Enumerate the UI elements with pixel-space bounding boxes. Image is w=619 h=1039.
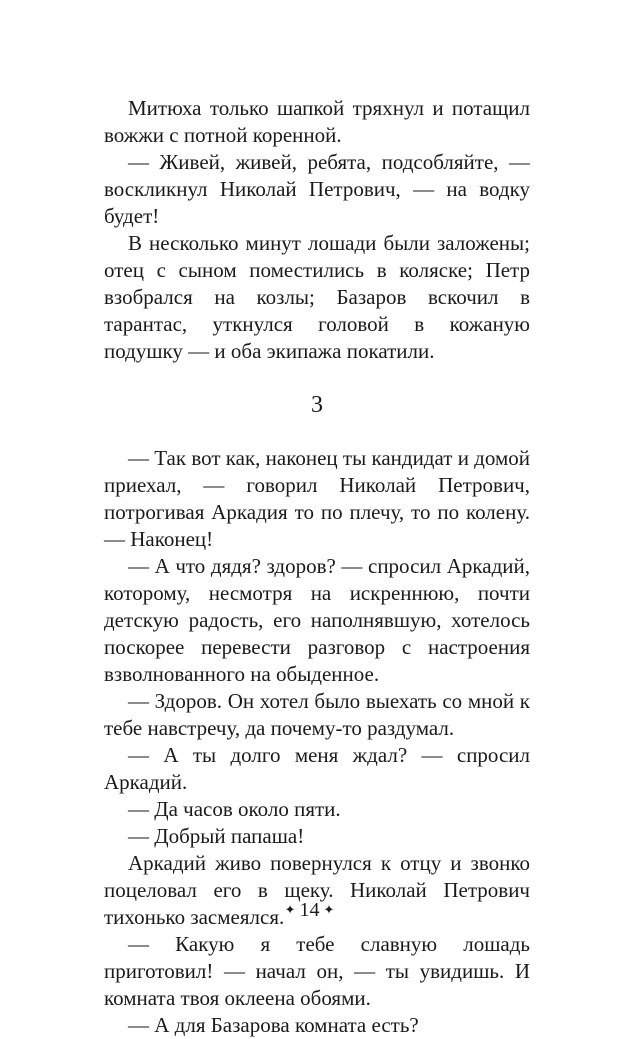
text-block-after-chapter [104, 445, 530, 1039]
text-block-before-chapter [104, 95, 530, 365]
ornament-star-icon: ✦ [284, 902, 296, 917]
paragraph: — А что дядя? здоров? — спросил Аркадий, которому, несмотря на искреннюю, почти детскую радость, его наполнявшую, хотелось поскорее перевести разговор с настроения взволнованного на обыденное. [104, 554, 530, 686]
paragraph: В несколько минут лошади были заложены; отец с сыном поместились в коляске; Петр взобрался на козлы; Базаров вскочил в тарантас, уткнулся головой в кожаную подушку — и оба экипажа покатили. [104, 231, 530, 363]
page-number: 14 [299, 899, 320, 921]
paragraph: — Живей, живей, ребята, подсобляйте, — воскликнул Николай Петрович, — на водку будет! [104, 150, 530, 228]
paragraph: — Так вот как, наконец ты кандидат и домой приехал, — говорил Николай Петрович, потрогивая Аркадия то по плечу, то по колену. — Наконец! [104, 446, 530, 551]
paragraph: Аркадий живо повернулся к отцу и звонко поцеловал его в щеку. Николай Петрович тихонько засмеялся. [104, 851, 530, 929]
paragraph: — Какую я тебе славную лошадь приготовил! — начал он, — ты увидишь. И комната твоя оклеена обоями. [104, 932, 530, 1010]
ornament-star-icon: ✦ [323, 902, 335, 917]
paragraph: Митюха только шапкой тряхнул и потащил вожжи с потной коренной. [104, 96, 530, 147]
paragraph: — Да часов около пяти. [128, 797, 341, 821]
page-footer [0, 898, 619, 922]
paragraph: — Добрый папаша! [128, 824, 305, 848]
paragraph: — Здоров. Он хотел было выехать со мной к тебе навстречу, да почему-то раздумал. [104, 689, 530, 740]
paragraph: — А ты долго меня ждал? — спросил Аркадий. [104, 743, 530, 794]
paragraph: — А для Базарова комната есть? [128, 1013, 419, 1037]
chapter-heading: 3 [311, 392, 323, 418]
